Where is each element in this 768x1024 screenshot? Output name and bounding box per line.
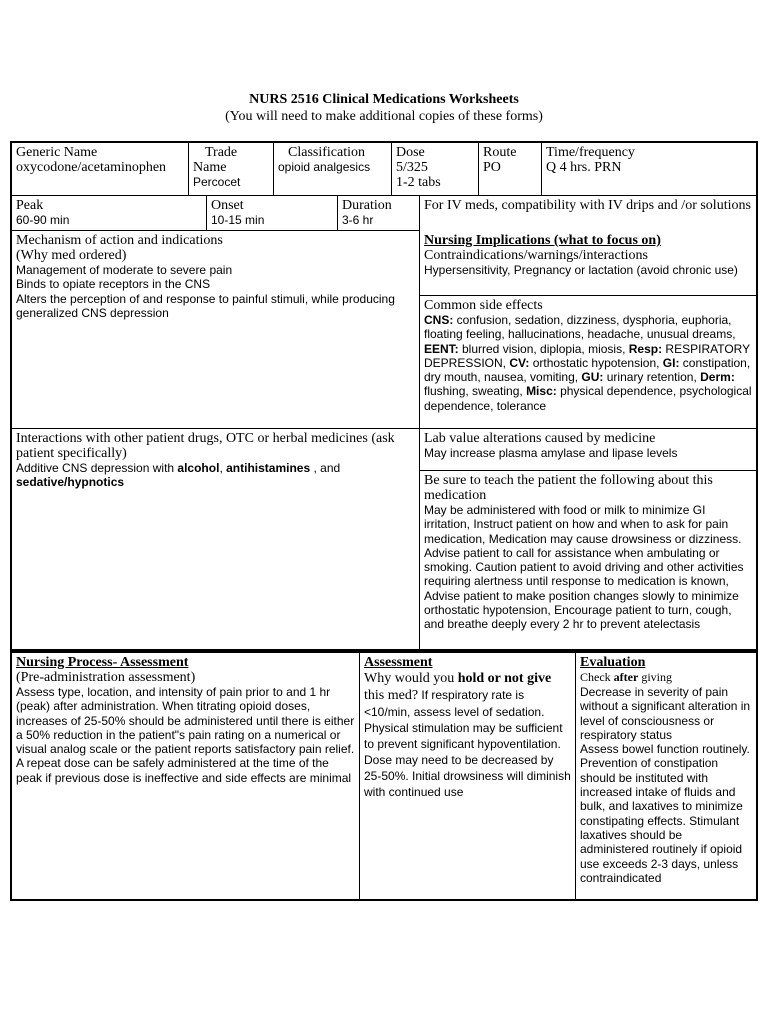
interaction-antihistamines: antihistamines: [226, 461, 311, 475]
cv-label: CV:: [509, 355, 530, 370]
contraindications-value: Hypersensitivity, Pregnancy or lactation (avoid chronic use): [424, 263, 738, 277]
derm-label: Derm:: [700, 370, 735, 385]
dose-label: Dose: [396, 145, 425, 160]
cns-label: CNS:: [424, 313, 454, 327]
generic-name-cell: [12, 143, 188, 195]
classification-label: Classification: [288, 145, 365, 160]
patient-teaching-cell: [420, 471, 756, 649]
onset-label: Onset: [211, 198, 244, 213]
mechanism-line: Management of moderate to severe pain: [16, 263, 233, 277]
mechanism-line: Alters the perception of and response to painful stimuli, while producing generalized CNS depression: [16, 291, 395, 320]
interactions-label: Interactions with other patient drugs, OTC or herbal medicines (ask patient specifically): [16, 431, 395, 461]
mechanism-line: Binds to opiate receptors in the CNS: [16, 277, 211, 292]
dose-amount: 1-2 tabs: [396, 175, 441, 190]
check-giving: giving: [638, 670, 672, 684]
trade-name-label-2: Name: [193, 160, 227, 175]
time-frequency-cell: [542, 143, 756, 195]
check-label: Check: [580, 670, 614, 684]
worksheet-title: NURS 2516 Clinical Medications Worksheets: [249, 92, 519, 107]
evaluation-value: Decrease in severity of pain without a significant alteration in level of consciousness or respiratory status Assess bowel function routinely. Prevention of constipation should be instituted with increased intake of fluids and bulk, and laxatives to minimize constipating effects. Stimulant laxatives should be administered routinely if opioid use exceeds 2-3 days, unless contraindicated: [580, 685, 751, 885]
peak-value: 60-90 min: [16, 213, 70, 227]
route-value: PO: [483, 160, 501, 175]
check-after-giving: [580, 670, 752, 685]
worksheet-subtitle: (You will need to make additional copies of these forms): [225, 109, 543, 124]
lab-values-cell: [420, 429, 756, 470]
eent-label: EENT:: [424, 341, 459, 356]
derm-effects: flushing, sweating,: [424, 384, 527, 399]
time-frequency-value: Q 4 hrs. PRN: [546, 160, 622, 175]
onset-cell: [207, 196, 337, 230]
separator: , and: [310, 461, 341, 475]
contraindications-label: Contraindications/warnings/interactions: [424, 248, 648, 263]
misc-effects: physical dependence, psychological dependence, tolerance: [424, 384, 752, 413]
classification-cell: [274, 143, 391, 195]
hold-question-bold: hold or not give: [457, 671, 552, 686]
side-effects-text: [424, 313, 752, 413]
nursing-process-assessment-cell: [12, 653, 359, 899]
resp-effects: RESPIRATORY DEPRESSION,: [424, 341, 750, 370]
pre-administration-label: (Pre-administration assessment): [16, 670, 196, 685]
check-after: after: [613, 670, 639, 684]
evaluation-header: Evaluation: [580, 655, 646, 670]
generic-name-value: oxycodone/acetaminophen: [16, 160, 167, 175]
iv-compatibility-label: For IV meds, compatibility with IV drips and /or solutions: [424, 198, 751, 213]
hold-question: Why would you: [364, 671, 458, 686]
separator: ,: [219, 461, 227, 475]
duration-label: Duration: [342, 198, 392, 213]
gu-label: GU:: [581, 370, 604, 385]
misc-label: Misc:: [526, 384, 557, 399]
lab-values-label: Lab value alterations caused by medicine: [424, 431, 656, 446]
evaluation-cell: [576, 653, 756, 899]
assessment-cell: [360, 653, 575, 899]
trade-name-cell: [189, 143, 273, 195]
trade-name-value: Percocet: [193, 175, 241, 189]
cns-effects: confusion, sedation, dizziness, dysphoria, euphoria, floating feeling, hallucinations, headache, unusual dreams,: [424, 313, 736, 342]
route-cell: [479, 143, 541, 195]
interactions-intro: Additive CNS depression with: [16, 461, 178, 475]
classification-value: opioid analgesics: [278, 160, 371, 174]
nursing-process-header: Nursing Process- Assessment: [16, 655, 189, 670]
route-label: Route: [483, 145, 517, 160]
interactions-cell: [12, 429, 419, 651]
duration-value: 3-6 hr: [342, 213, 374, 227]
patient-teaching-label: Be sure to teach the patient the following about this medication: [424, 473, 713, 503]
dose-value: 5/325: [396, 160, 428, 175]
trade-name-label: Trade: [205, 145, 238, 160]
hold-question-end: this med?: [364, 688, 419, 703]
mechanism-cell: [12, 231, 419, 428]
side-effects-cell: [420, 296, 756, 428]
mechanism-sublabel: (Why med ordered): [16, 248, 127, 263]
generic-name-label: Generic Name: [16, 145, 98, 160]
resp-label: Resp:: [628, 341, 663, 356]
interactions-text: [16, 461, 415, 490]
lab-values-value: May increase plasma amylase and lipase levels: [424, 446, 678, 460]
onset-value: 10-15 min: [211, 213, 265, 227]
peak-label: Peak: [16, 198, 44, 213]
time-frequency-label: Time/frequency: [546, 145, 635, 160]
eent-effects: blurred vision, diplopia, miosis,: [458, 341, 629, 356]
assessment-header: Assessment: [364, 655, 433, 670]
peak-cell: [12, 196, 206, 230]
patient-teaching-value: May be administered with food or milk to minimize GI irritation, Instruct patient on how and when to ask for pain medication, Medication may cause drowsiness or dizziness. Advise patient to call for assistance when ambulating or smoking. Caution patient to avoid driving and other activities requiring alertness until response to medication is known, Advise patient to make position changes slowly to minimize orthostatic hypotension, Encourage patient to turn, cough, and breathe deeply every 2 hr to prevent atelectasis: [424, 503, 744, 632]
gi-effects: constipation, dry mouth, nausea, vomiting,: [424, 355, 751, 385]
gi-label: GI:: [662, 355, 680, 370]
assessment-text: [364, 670, 571, 800]
iv-compatibility-cell: [420, 196, 756, 230]
cv-effects: orthostatic hypotension,: [529, 355, 663, 370]
interaction-sedatives: sedative/hypnotics: [16, 475, 125, 490]
mechanism-label: Mechanism of action and indications: [16, 233, 223, 248]
pre-administration-value: Assess type, location, and intensity of pain prior to and 1 hr (peak) after administration. When titrating opioid doses, increases of 25-50% should be administered until there is either a 50% reduction in the patient"s pain rating on a numerical or visual analog scale or the patient reports satisfactory pain relief. A repeat dose can be safely administered at the time of the peak if previous dose is ineffective and side effects are minimal: [16, 685, 355, 785]
assessment-value: If respiratory rate is <10/min, assess level of sedation. Physical stimulation may be sufficient to prevent significant hypoventilation. Dose may need to be decreased by 25-50%. Initial drowsiness will diminish with continued use: [364, 688, 571, 799]
side-effects-label: Common side effects: [424, 298, 543, 313]
duration-cell: [338, 196, 419, 230]
nursing-implications-header: Nursing Implications (what to focus on): [424, 233, 661, 248]
dose-cell: [392, 143, 478, 195]
nursing-implications-cell: [420, 231, 756, 295]
interaction-alcohol: alcohol: [177, 461, 220, 475]
gu-effects: urinary retention,: [603, 370, 701, 385]
